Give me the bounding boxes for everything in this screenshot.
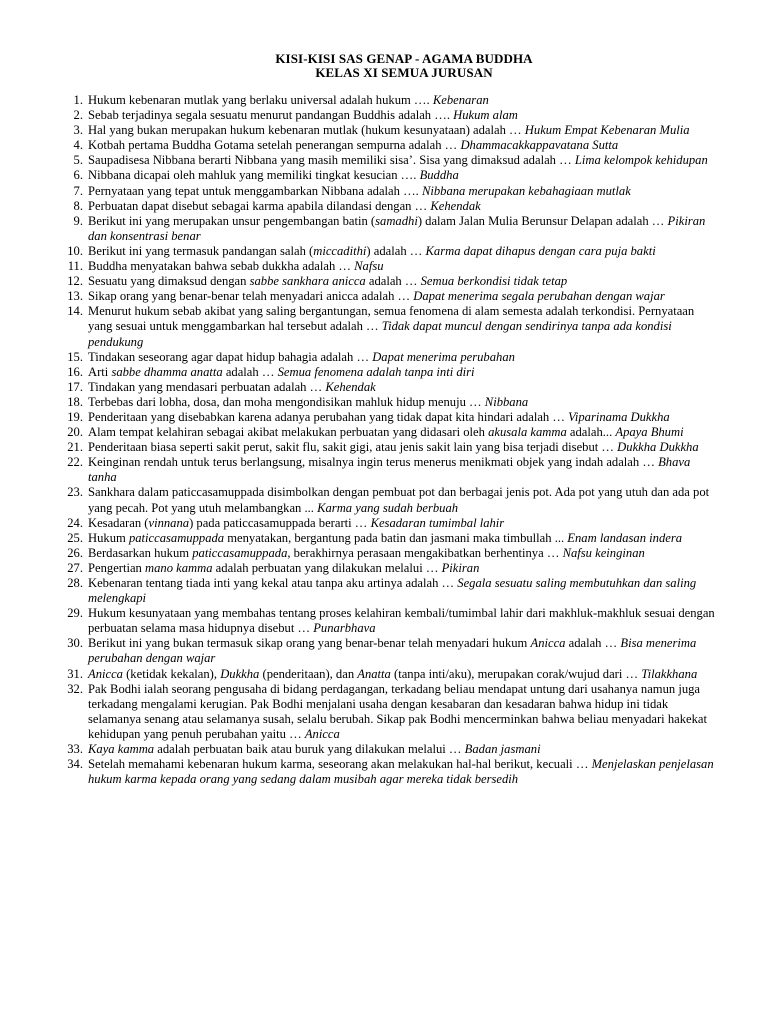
question-item (67, 304, 720, 349)
answer-or-term-italic: Kehendak (325, 379, 376, 394)
question-text: (penderitaan), dan (259, 666, 358, 681)
document-subtitle: KELAS XI SEMUA JURUSAN (315, 65, 493, 80)
question-number: 1. (73, 93, 83, 107)
question-text: Berikut ini yang termasuk pandangan salah ( (88, 243, 314, 258)
question-text: adalah … (222, 364, 278, 379)
answer-or-term-italic: Segala sesuatu saling membutuhkan dan saling melengkapi (88, 576, 697, 606)
answer-or-term-italic: Nafsu (354, 259, 384, 274)
question-item (73, 138, 720, 153)
answer-or-term-italic: paticcasamuppada (192, 545, 288, 560)
question-text: Hukum kesunyataan yang membahas tentang proses kelahiran kembali/tumimbal lahir dari makhluk-makhluk sesuai dengan perbuatan selama masa hidupnya disebut … (88, 606, 715, 636)
question-text: Hukum kebenaran mutlak yang berlaku universal adalah hukum …. (88, 93, 433, 107)
answer-or-term-italic: akusala kamma (488, 425, 567, 440)
question-text: , berakhirnya perasaan mengakibatkan berhentinya … (287, 545, 563, 560)
question-number: 4. (73, 138, 83, 153)
answer-or-term-italic: Pikiran (441, 560, 480, 575)
answer-or-term-italic: Bhava tanha (88, 455, 691, 485)
answer-or-term-italic: Anicca (304, 726, 340, 741)
question-text: Berdasarkan hukum (88, 545, 193, 560)
question-text: ) adalah … (366, 243, 426, 258)
question-number: 16. (67, 364, 83, 379)
question-item (67, 455, 720, 485)
question-text: Berikut ini yang merupakan unsur pengembangan batin ( (88, 213, 376, 228)
question-number: 21. (67, 440, 83, 455)
question-number: 20. (67, 425, 83, 440)
question-item (67, 515, 720, 531)
question-number: 8. (73, 198, 83, 213)
question-number: 19. (67, 409, 83, 424)
question-text: Terbebas dari lobha, dosa, dan moha mengondisikan mahluk hidup menuju … (88, 394, 485, 409)
question-text: Berikut ini yang bukan termasuk sikap orang yang benar-benar telah menyadari hukum (88, 636, 531, 651)
answer-or-term-italic: Nafsu keinginan (562, 545, 645, 560)
question-number: 23. (67, 485, 83, 500)
answer-or-term-italic: Apaya Bhumi (615, 425, 684, 440)
answer-or-term-italic: sabbe dhamma anatta (111, 364, 223, 379)
question-text: adalah … (565, 636, 621, 651)
question-text: adalah perbuatan baik atau buruk yang dilakukan melalui … (154, 742, 465, 757)
question-item (67, 757, 720, 787)
question-number: 26. (67, 545, 83, 560)
question-number: 9. (73, 213, 83, 228)
question-item (67, 440, 720, 455)
question-item (73, 153, 720, 168)
answer-or-term-italic: Dapat menerima perubahan (372, 349, 515, 364)
question-text: adalah … (365, 274, 421, 289)
question-text: Sankhara dalam paticcasamuppada disimbolkan dengan pembuat pot dan berbagai jenis pot. Ada pot yang utuh dan ada pot yang pecah. Pot yang utuh melambangkan ... (88, 485, 710, 515)
question-item (67, 666, 720, 682)
answer-or-term-italic: Hukum Empat Kebenaran Mulia (524, 123, 690, 138)
question-text: ) pada paticcasamuppada berarti … (189, 515, 371, 530)
answer-or-term-italic: Viparinama Dukkha (568, 409, 670, 424)
question-number: 28. (67, 576, 83, 590)
question-number: 22. (67, 455, 83, 470)
answer-or-term-italic: Dukkha (220, 666, 260, 681)
question-number: 3. (73, 123, 83, 138)
answer-or-term-italic: Karma yang sudah berbuah (317, 500, 459, 515)
question-text: Keinginan rendah untuk terus berlangsung, misalnya ingin terus menerus menikmati objek yang indah adalah … (88, 455, 659, 470)
question-text: Perbuatan dapat disebut sebagai karma apabila dilandasi dengan … (88, 198, 431, 213)
question-number: 33. (67, 742, 83, 757)
answer-or-term-italic: Anatta (357, 666, 391, 681)
question-text: Sebab terjadinya segala sesuatu menurut pandangan Buddhis adalah …. (88, 108, 454, 123)
question-item (67, 243, 720, 259)
answer-or-term-italic: Nibbana merupakan kebahagiaan mutlak (421, 183, 631, 198)
question-number: 15. (67, 349, 83, 364)
question-number: 5. (73, 153, 83, 168)
question-number: 25. (67, 530, 83, 545)
question-item (67, 289, 720, 304)
answer-or-term-italic: Kebenaran (432, 93, 489, 107)
question-number: 11. (67, 259, 83, 274)
question-item (67, 560, 720, 576)
question-item (67, 576, 720, 606)
question-text: ) dalam Jalan Mulia Berunsur Delapan adalah … (417, 213, 668, 228)
answer-or-term-italic: Anicca (530, 636, 566, 651)
question-item (67, 409, 720, 425)
question-item (67, 545, 720, 561)
answer-or-term-italic: vinnana (148, 515, 190, 530)
question-text: Pengertian (88, 560, 146, 575)
question-text: Pernyataan yang tepat untuk menggambarkan Nibbana adalah …. (88, 183, 422, 198)
answer-or-term-italic: Tilakkhana (641, 666, 698, 681)
question-item (67, 636, 720, 666)
question-text: Nibbana dicapai oleh mahluk yang memiliki tingkat kesucian …. (88, 168, 420, 183)
question-number: 6. (73, 168, 83, 183)
question-number: 24. (67, 515, 83, 530)
question-text: Kesadaran ( (88, 515, 149, 530)
answer-or-term-italic: Kesadaran tumimbal lahir (370, 515, 505, 530)
question-item (67, 606, 720, 636)
answer-or-term-italic: Anicca (88, 666, 123, 681)
question-text: Hal yang bukan merupakan hukum kebenaran mutlak (hukum kesunyataan) adalah … (88, 123, 525, 138)
question-number: 13. (67, 289, 83, 304)
answer-or-term-italic: Buddha (419, 168, 459, 183)
question-text: Pak Bodhi ialah seorang pengusaha di bidang perdagangan, terkadang beliau mendapat untung dari usahanya namun juga terkadang mengalami kerugian. Pak Bodhi menjalani usaha dengan kesabaran dan kesadaran bahwa hidup ini tidak selamanya senang atau selamanya susah, selalu berubah. Sikap pak Bodhi mencerminkan bahwa beliau menyadari hakekat kehidupan yang penuh perubahan yaitu … (88, 681, 707, 741)
question-item (73, 168, 720, 183)
question-text: adalah... (566, 425, 616, 440)
question-text: (ketidak kekalan), (122, 666, 221, 681)
question-item (67, 259, 720, 274)
answer-or-term-italic: Dukkha Dukkha (617, 440, 699, 455)
question-item (67, 394, 720, 410)
question-text: menyatakan, bergantung pada batin dan jasmani maka timbullah ... (224, 530, 568, 545)
question-item (67, 530, 720, 546)
question-item (67, 681, 720, 742)
question-number: 7. (73, 183, 83, 198)
answer-or-term-italic: Kaya kamma (88, 742, 155, 757)
answer-or-term-italic: miccadithi (313, 243, 367, 258)
answer-or-term-italic: Pikiran dan konsentrasi benar (88, 213, 706, 243)
question-text: Menurut hukum sebab akibat yang saling bergantungan, semua fenomena di alam semesta adalah terkondisi. Pernyataan yang sesuai untuk menggambarkan hal tersebut adalah … (88, 304, 695, 334)
question-text: Penderitaan yang disebabkan karena adanya perubahan yang tidak dapat kita hindari adalah … (88, 409, 569, 424)
answer-or-term-italic: Kehendak (430, 198, 481, 213)
question-text: Sikap orang yang benar-benar telah menyadari anicca adalah … (88, 289, 414, 304)
question-number: 2. (73, 108, 83, 123)
question-text: Alam tempat kelahiran sebagai akibat melakukan perbuatan yang didasari oleh (88, 425, 489, 440)
answer-or-term-italic: Nibbana (484, 394, 529, 409)
question-text: Penderitaan biasa seperti sakit perut, sakit flu, sakit gigi, atau jenis sakit lain yang bisa terjadi disebut … (88, 440, 618, 455)
question-item (67, 485, 720, 515)
answer-or-term-italic: Tidak dapat muncul dengan sendirinya tanpa ada kondisi pendukung (88, 319, 672, 349)
question-list (67, 93, 720, 787)
answer-or-term-italic: Karma dapat dihapus dengan cara puja bakti (425, 243, 656, 258)
question-item (73, 93, 720, 108)
question-number: 10. (67, 243, 83, 258)
answer-or-term-italic: Lima kelompok kehidupan (574, 153, 708, 168)
question-text: Sesuatu yang dimaksud dengan (88, 274, 250, 289)
question-item (73, 123, 720, 138)
question-number: 17. (67, 379, 83, 394)
question-item (73, 183, 720, 199)
document-title: KISI-KISI SAS GENAP - AGAMA BUDDHA (275, 51, 533, 66)
question-text: Saupadisesa Nibbana berarti Nibbana yang masih memiliki sisa’. Sisa yang dimaksud adalah … (88, 153, 575, 168)
question-text: Kotbah pertama Buddha Gotama setelah penerangan sempurna adalah … (88, 138, 461, 153)
question-item (73, 108, 720, 123)
question-number: 27. (67, 560, 83, 575)
question-number: 14. (67, 304, 83, 319)
answer-or-term-italic: sabbe sankhara anicca (249, 274, 366, 289)
question-item (67, 349, 720, 365)
question-text: Hukum (88, 530, 129, 545)
question-text: Setelah memahami kebenaran hukum karma, seseorang akan melakukan hal-hal berikut, kecuali … (88, 757, 592, 772)
answer-or-term-italic: Semua fenomena adalah tanpa inti diri (277, 364, 475, 379)
answer-or-term-italic: Bisa menerima perubahan dengan wajar (88, 636, 697, 666)
question-number: 29. (67, 606, 83, 621)
answer-or-term-italic: Dhammacakkappavatana Sutta (460, 138, 619, 153)
answer-or-term-italic: samadhi (375, 213, 418, 228)
answer-or-term-italic: Badan jasmani (464, 742, 541, 757)
answer-or-term-italic: Punarbhava (313, 621, 376, 636)
answer-or-term-italic: mano kamma (145, 560, 213, 575)
question-text: Arti (88, 364, 112, 379)
question-number: 30. (67, 636, 83, 651)
question-text: Kebenaran tentang tiada inti yang kekal atau tanpa aku artinya adalah … (88, 576, 458, 590)
question-number: 34. (67, 757, 83, 772)
question-number: 18. (67, 394, 83, 409)
answer-or-term-italic: Semua berkondisi tidak tetap (420, 274, 568, 289)
question-item (67, 379, 720, 395)
question-number: 12. (67, 274, 83, 289)
question-item (73, 213, 720, 244)
question-text: Buddha menyatakan bahwa sebab dukkha adalah … (88, 259, 355, 274)
answer-or-term-italic: Hukum alam (453, 108, 518, 123)
answer-or-term-italic: Menjelaskan penjelasan hukum karma kepada orang yang sedang dalam musibah agar mereka tidak bersedih (88, 757, 714, 787)
answer-or-term-italic: Enam landasan indera (567, 530, 683, 545)
question-item (67, 742, 720, 757)
question-item (67, 425, 720, 440)
question-number: 32. (67, 681, 83, 696)
answer-or-term-italic: paticcasamuppada (128, 530, 225, 545)
question-text: (tanpa inti/aku), merupakan corak/wujud dari … (390, 666, 642, 681)
question-item (67, 274, 720, 289)
question-text: Tindakan yang mendasari perbuatan adalah … (88, 379, 326, 394)
question-text: Tindakan seseorang agar dapat hidup bahagia adalah … (88, 349, 373, 364)
question-number: 31. (67, 666, 83, 681)
question-text: adalah perbuatan yang dilakukan melalui … (212, 560, 442, 575)
question-item (73, 198, 720, 214)
question-item (67, 364, 720, 380)
answer-or-term-italic: Dapat menerima segala perubahan dengan wajar (413, 289, 665, 304)
